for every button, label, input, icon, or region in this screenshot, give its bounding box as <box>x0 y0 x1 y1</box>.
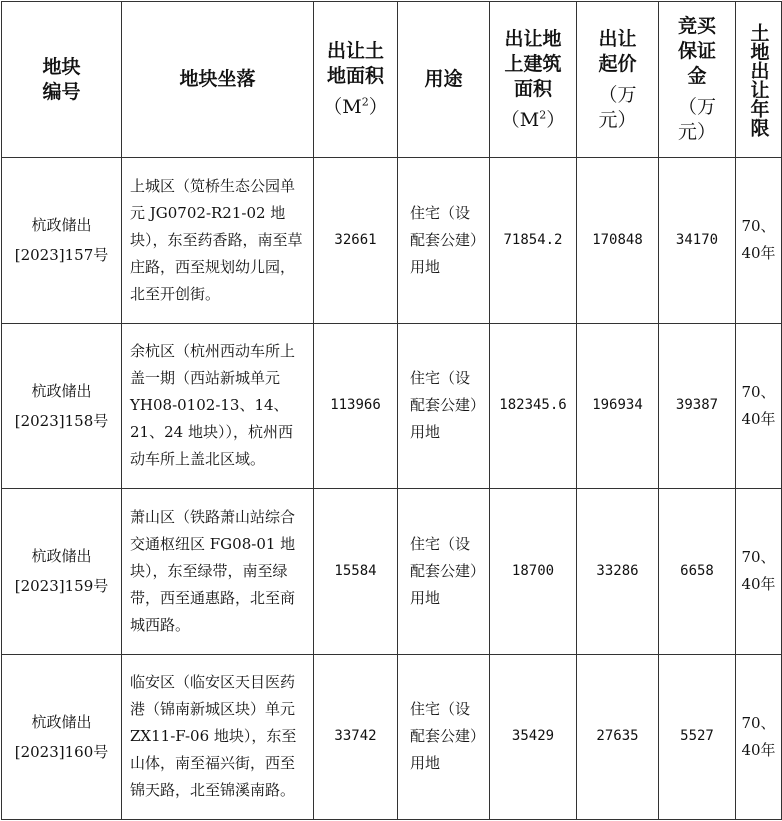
table-row <box>2 323 782 489</box>
parcel-id-number: [2023]160号 <box>14 742 109 761</box>
header-deposit-label: 竞买 保证 金 <box>677 15 716 87</box>
deposit-cell: 39387 <box>659 323 736 489</box>
table-header-row <box>2 2 782 158</box>
header-floor-area-unit: $(M^2)$ <box>500 108 566 131</box>
location-cell: 上城区（笕桥生态公园单元 JG0702-R21-02 地块），东至药香路，南至草庄路，西至规划幼儿园，北至开创街。 <box>122 158 314 324</box>
parcel-id-prefix: 杭政储出 <box>31 712 92 731</box>
table-row <box>2 654 782 820</box>
parcel-id-cell <box>2 158 122 324</box>
parcel-id-prefix: 杭政储出 <box>31 381 92 400</box>
header-start-price-label: 出让 起价 <box>598 27 637 75</box>
use-cell: 住宅（设配套公建）用地 <box>398 489 490 655</box>
use-cell: 住宅（设配套公建）用地 <box>398 654 490 820</box>
floor-area-cell: 35429 <box>490 654 577 820</box>
header-start-price-unit: （万 元） <box>598 83 637 131</box>
header-deposit <box>659 2 736 158</box>
header-start-price <box>577 2 659 158</box>
table-row <box>2 158 782 324</box>
floor-area-cell: 18700 <box>490 489 577 655</box>
location-cell: 临安区（临安区天目医药港（锦南新城区块）单元 ZX11-F-06 地块），东至山体，南至福兴街，西至锦天路，北至锦溪南路。 <box>122 654 314 820</box>
parcel-id-cell <box>2 323 122 489</box>
header-use: 用途 <box>398 2 490 158</box>
parcel-id-number: [2023]158号 <box>14 411 109 430</box>
header-location: 地块坐落 <box>122 2 314 158</box>
land-auction-table <box>1 1 782 820</box>
header-floor-area <box>490 2 577 158</box>
header-area <box>314 2 398 158</box>
floor-area-cell: 71854.2 <box>490 158 577 324</box>
header-parcel-id: 地块 编号 <box>2 2 122 158</box>
parcel-id-number: [2023]159号 <box>14 577 109 596</box>
header-area-label: 出让土 地面积 <box>326 40 384 87</box>
location-cell: 萧山区（铁路萧山站综合交通枢纽区 FG08-01 地块），东至绿带，南至绿带，西至通惠路，北至商城西路。 <box>122 489 314 655</box>
use-cell: 住宅（设配套公建）用地 <box>398 158 490 324</box>
term-cell: 70、40年 <box>736 489 782 655</box>
area-cell: 33742 <box>314 654 398 820</box>
parcel-id-prefix: 杭政储出 <box>31 547 92 566</box>
header-term: 土地出让年限 <box>736 2 782 158</box>
location-cell: 余杭区（杭州西动车所上盖一期（西站新城单元 YH08-0102-13、14、21、24 地块）），杭州西动车所上盖北区域。 <box>122 323 314 489</box>
area-cell: 15584 <box>314 489 398 655</box>
term-cell: 70、40年 <box>736 158 782 324</box>
deposit-cell: 5527 <box>659 654 736 820</box>
deposit-cell: 34170 <box>659 158 736 324</box>
start-price-cell: 27635 <box>577 654 659 820</box>
parcel-id-prefix: 杭政储出 <box>31 216 92 235</box>
term-cell: 70、40年 <box>736 654 782 820</box>
header-floor-area-label: 出让地 上建筑 面积 <box>504 27 562 100</box>
start-price-cell: 33286 <box>577 489 659 655</box>
table-row <box>2 489 782 655</box>
header-deposit-unit: （万 元） <box>677 96 716 143</box>
parcel-id-cell <box>2 654 122 820</box>
deposit-cell: 6658 <box>659 489 736 655</box>
start-price-cell: 196934 <box>577 323 659 489</box>
floor-area-cell: 182345.6 <box>490 323 577 489</box>
start-price-cell: 170848 <box>577 158 659 324</box>
term-cell: 70、40年 <box>736 323 782 489</box>
header-area-unit: $(M^2)$ <box>323 95 388 118</box>
area-cell: 113966 <box>314 323 398 489</box>
parcel-id-number: [2023]157号 <box>14 246 109 265</box>
use-cell: 住宅（设配套公建）用地 <box>398 323 490 489</box>
area-cell: 32661 <box>314 158 398 324</box>
parcel-id-cell <box>2 489 122 655</box>
